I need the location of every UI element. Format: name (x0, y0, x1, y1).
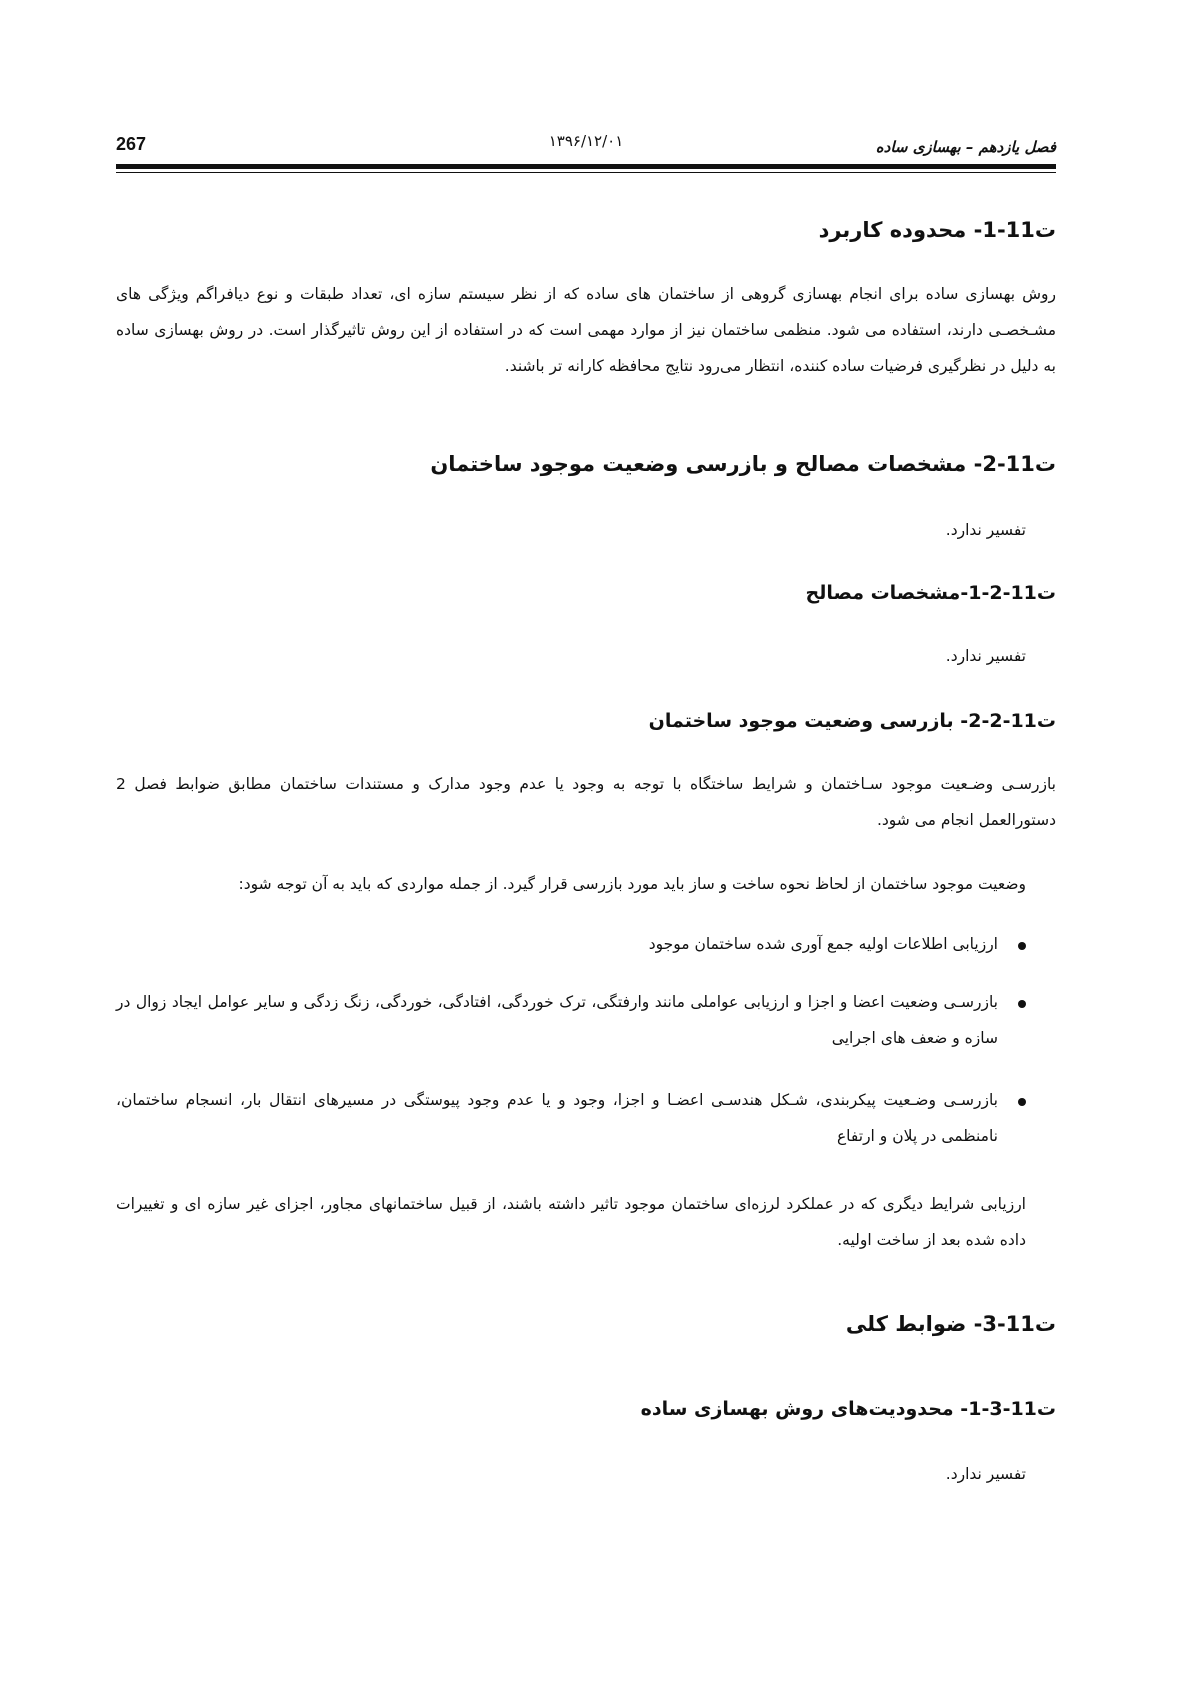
bullet-text: بازرسـی وضـعیت پیکربندی، شـکل هندسـی اعضـا و اجزا، وجود و یا عدم وجود پیوستگی در مسیرهای انتقال بار، انسجام ساختمان، نامنظمی در پلان و ارتفاع (116, 1091, 998, 1145)
bullet-text: ارزیابی اطلاعات اولیه جمع آوری شده ساختمان موجود (648, 935, 998, 953)
section-2-2-paragraph-3 (116, 1186, 1026, 1258)
section-2-2-paragraph-2: وضعیت موجود ساختمان از لحاظ نحوه ساخت و ساز باید مورد بازرسی قرار گیرد. از جمله مواردی که باید به آن توجه شود: (238, 875, 1026, 893)
bullet-text: بازرسـی وضعیت اعضا و اجزا و ارزیابی عواملی مانند وارفتگی، ترک خوردگی، افتادگی، خوردگی، زنگ زدگی و سایر عوامل ایجاد زوال در سازه و ضعف های اجرایی (116, 993, 998, 1047)
bullet-item (116, 926, 1026, 962)
section-2-2-paragraph-1 (116, 766, 1056, 838)
section-2-note: تفسیر ندارد. (945, 521, 1026, 539)
header-date: ۱۳۹۶/۱۲/۰۱ (548, 132, 624, 150)
section-heading-3: ت11-3- ضوابط کلی (845, 1312, 1056, 1336)
section-1-text: روش بهسازی ساده برای انجام بهسازی گروهی از ساختمان های ساده که از نظر سیستم سازه ای، تعداد طبقات و نوع دیافراگم ویژگی های مشـخصـی دارند، استفاده می شود. منظمی ساختمان نیز از موارد مهمی است که در استفاده از این روش تاثیرگذار است. در روش بهسازی ساده به دلیل در نظرگیری فرضیات ساده کننده، انتظار می‌رود نتایج محافظه کارانه تر باشند. (116, 285, 1056, 375)
section-heading-2: ت11-2- مشخصات مصالح و بازرسی وضعیت موجود ساختمان (430, 452, 1056, 476)
page-number: 267 (116, 134, 147, 154)
bullet-item (116, 1082, 1026, 1154)
bullet-item (116, 984, 1026, 1056)
section-heading-2-1: ت11-2-1-مشخصات مصالح (805, 582, 1056, 604)
section-2-2-text-1: بازرسـی وضـعیت موجود سـاختمان و شرایط ساختگاه با توجه به وجود یا عدم وجود مدارک و مستندات ساختمان مطابق ضوابط فصل 2 دستورالعمل انجام می شود. (116, 775, 1056, 829)
header-rule-thin (116, 172, 1056, 173)
header-rule-thick (116, 164, 1056, 169)
section-1-paragraph (116, 276, 1056, 384)
section-2-2-text-3: ارزیابی شرایط دیگری که در عملکرد لرزه‌ای ساختمان موجود تاثیر داشته باشند، از قبیل ساختمانهای مجاور، اجزای غیر سازه ای و تغییرات داده شده بعد از ساخت اولیه. (116, 1195, 1026, 1249)
bullet-dot (1018, 942, 1026, 950)
section-3-1-note: تفسیر ندارد. (945, 1465, 1026, 1483)
section-heading-1: ت11-1- محدوده کاربرد (818, 218, 1056, 242)
chapter-title: فصل یازدهم – بهسازی ساده (875, 138, 1056, 156)
section-2-1-note: تفسیر ندارد. (945, 647, 1026, 665)
section-heading-2-2: ت11-2-2- بازرسی وضعیت موجود ساختمان (648, 710, 1056, 732)
page-header (116, 128, 1056, 168)
section-heading-3-1: ت11-3-1- محدودیت‌های روش بهسازی ساده (640, 1398, 1056, 1420)
bullet-dot (1018, 1098, 1026, 1106)
bullet-dot (1018, 1000, 1026, 1008)
